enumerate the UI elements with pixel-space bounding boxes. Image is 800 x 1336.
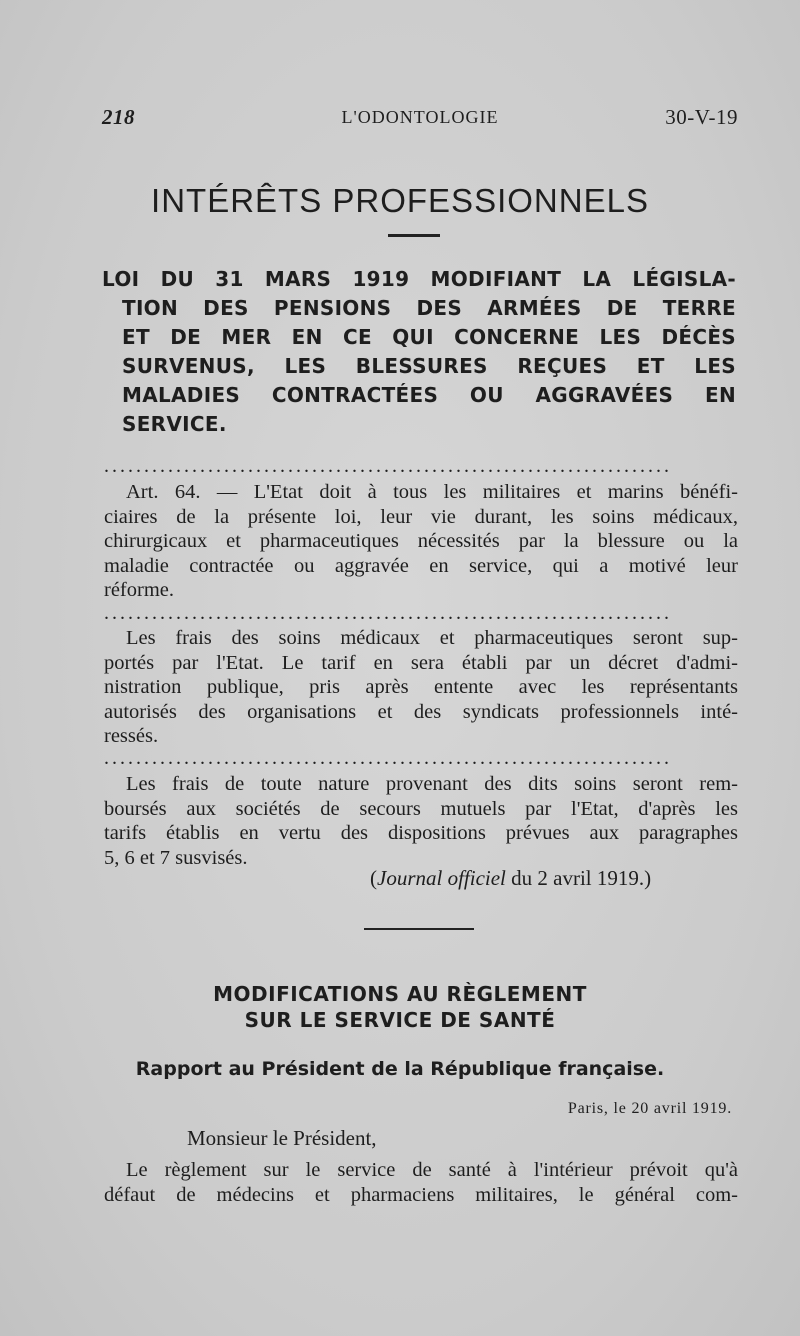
ellipsis-divider: ....................................................................... [104, 456, 672, 476]
source-citation [370, 866, 651, 891]
issue-date: 30-V-19 [665, 105, 738, 129]
body-paragraph [104, 772, 738, 870]
text-line: Art. 64. — L'Etat doit à tous les militaires et marins bénéfi- [126, 481, 738, 503]
ellipsis-divider: ....................................................................... [104, 748, 672, 768]
text-line: ressés. [104, 725, 159, 747]
text-line: ciaires de la présente loi, leur vie durant, les soins médicaux, [104, 505, 738, 528]
text-line: maladie contractée ou aggravée en service, qui a motivé leur [104, 554, 738, 577]
source-rest: du 2 avril 1919.) [505, 866, 652, 890]
source-open: ( [370, 866, 377, 890]
text-line: portés par l'Etat. Le tarif en sera établi par un décret d'admi- [104, 651, 738, 674]
second-title-line: MODIFICATIONS AU RÈGLEMENT [213, 982, 587, 1006]
second-title-line: SUR LE SERVICE DE SANTÉ [244, 1008, 556, 1032]
law-title-line: TION DES PENSIONS DES ARMÉES DE TERRE [122, 296, 736, 320]
text-line: boursés aux sociétés de secours mutuels par l'Etat, d'après les [104, 797, 738, 820]
text-line: réforme. [104, 579, 174, 601]
ellipsis-divider: ....................................................................... [104, 603, 672, 623]
closing-paragraph [104, 1158, 738, 1207]
text-line: chirurgicaux et pharmaceutiques nécessités par la blessure ou la [104, 530, 738, 552]
text-line: tarifs établis en vertu des dispositions prévues aux paragraphes [104, 822, 738, 844]
text-line: autorisés des organisations et des syndicats professionnels inté- [104, 700, 738, 723]
section-title: INTÉRÊTS PROFESSIONNELS [151, 182, 649, 219]
title-rule [388, 234, 440, 237]
source-journal: Journal officiel [377, 866, 506, 890]
section-rule [364, 928, 474, 930]
law-title-line: LOI DU 31 MARS 1919 MODIFIANT LA LÉGISLA- [102, 267, 736, 291]
salutation: Monsieur le Président, [187, 1126, 377, 1150]
text-line: Les frais des soins médicaux et pharmaceutiques seront sup- [126, 627, 738, 649]
text-line: Le règlement sur le service de santé à l'intérieur prévoit qu'à [126, 1159, 738, 1181]
law-title [102, 265, 736, 439]
law-title-line: MALADIES CONTRACTÉES OU AGGRAVÉES EN [122, 383, 736, 407]
law-title-line: SURVENUS, LES BLESSURES REÇUES ET LES [122, 354, 736, 378]
text-line: 5, 6 et 7 susvisés. [104, 846, 248, 869]
body-paragraph [104, 626, 738, 749]
journal-name: L'ODONTOLOGIE [341, 107, 499, 127]
law-title-line: SERVICE. [122, 412, 227, 436]
law-title-line: ET DE MER EN CE QUI CONCERNE LES DÉCÈS [122, 325, 736, 349]
text-line: nistration publique, pris après entente avec les représentants [104, 676, 738, 698]
page-number: 218 [102, 105, 135, 129]
text-line: défaut de médecins et pharmaciens militaires, le général com- [104, 1183, 738, 1206]
running-header [102, 105, 738, 135]
report-heading: Rapport au Président de la République française. [135, 1058, 665, 1080]
text-line: Les frais de toute nature provenant des dits soins seront rem- [126, 773, 738, 795]
place-date: Paris, le 20 avril 1919. [567, 1100, 732, 1117]
article-paragraph [104, 480, 738, 603]
